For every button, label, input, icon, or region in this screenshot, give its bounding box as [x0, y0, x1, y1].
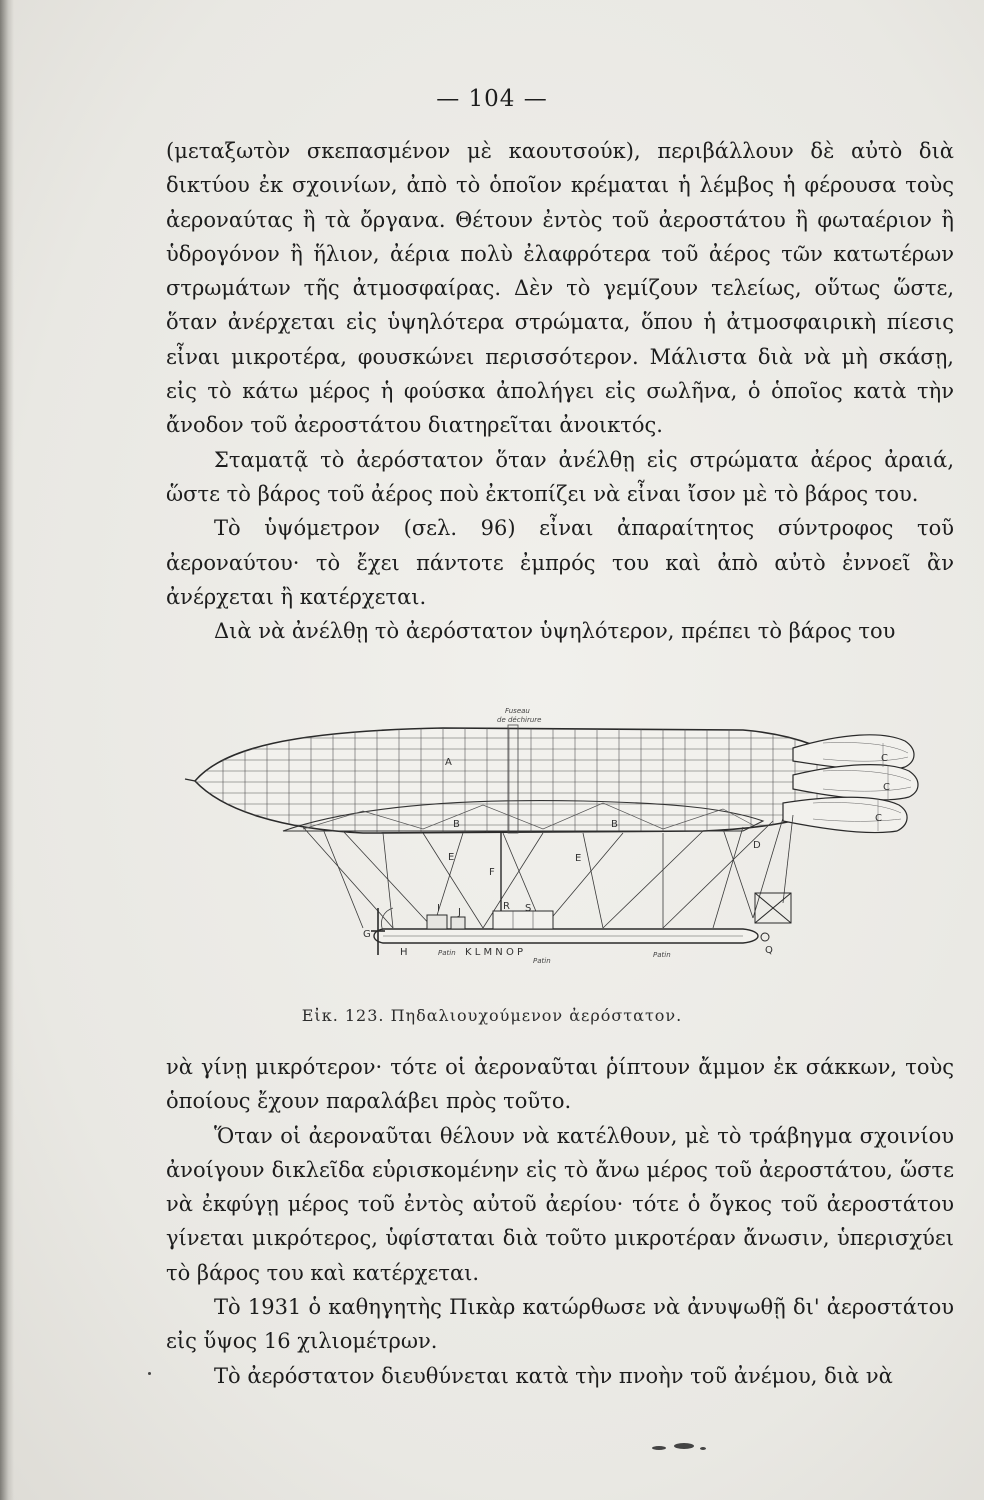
page-number: — 104 —	[436, 86, 548, 112]
label-I: I	[437, 903, 440, 914]
text-block-top	[166, 134, 954, 648]
label-Q: Q	[765, 945, 773, 956]
label-H: H	[400, 947, 408, 958]
paragraph: Σταματᾷ τὸ ἀερόστατον ὅταν ἀνέλθῃ εἰς στρώματα ἀέρος ἀραιά, ὥστε τὸ βάρος τοῦ ἀέρος ποὺ ἐκτοπίζει νὰ εἶναι ἴσον μὲ τὸ βάρος του.	[166, 447, 954, 506]
label-B: B	[453, 819, 460, 830]
label-F: F	[489, 867, 495, 878]
label-C3: C	[875, 813, 882, 824]
label-C1: C	[881, 753, 888, 764]
paragraph: νὰ γίνῃ μικρότερον· τότε οἱ ἀεροναῦται ῥίπτουν ἄμμον ἐκ σάκκων, τοὺς ὁποίους ἔχουν παραλάβει πρὸς τοῦτο.	[166, 1055, 954, 1114]
paragraph: Ὅταν οἱ ἀεροναῦται θέλουν νὰ κατέλθουν, μὲ τὸ τράβηγμα σχοινίου ἀνοίγουν δικλεῖδα εὑρισκομένην εἰς τὸ ἄνω μέρος τοῦ ἀεροστάτου, ὥστε νὰ ἐκφύγῃ μέρος τοῦ ἐντὸς αὐτοῦ ἀερίου· τότε ὁ ὄγκος τοῦ ἀεροστάτου γίνεται μικρότερος, ὑφίσταται διὰ τοῦτο μικροτέραν ἄνωσιν, ὑπερισχύει τὸ βάρος του καὶ κατέρχεται.	[166, 1123, 954, 1285]
paragraph: Τὸ 1931 ὁ καθηγητὴς Πικὰρ κατώρθωσε νὰ ἀνυψωθῇ δι' ἀεροστάτου εἰς ὕψος 16 χιλιομέτρων.	[166, 1295, 954, 1354]
label-S: S	[525, 903, 532, 914]
airship-illustration	[183, 703, 923, 971]
label-B2: B	[611, 819, 618, 830]
page-gutter-shadow	[0, 0, 14, 1500]
label-fuseau: Fuseau	[505, 707, 530, 715]
front-propeller	[371, 908, 385, 955]
scan-speck	[700, 1447, 706, 1450]
figure-caption: Εἰκ. 123. Πηδαλιουχούμενον ἀερόστατον.	[301, 1006, 683, 1025]
label-keel-letters: K L M N O P	[465, 947, 524, 958]
paragraph: Διὰ νὰ ἀνέλθῃ τὸ ἀερόστατον ὑψηλότερον, πρέπει τὸ βάρος του	[214, 619, 896, 644]
label-E1: E	[448, 852, 455, 863]
label-D: D	[753, 840, 761, 851]
label-patin-1: Patin	[438, 949, 456, 957]
label-patin-2: Patin	[533, 957, 551, 965]
rear-box	[755, 893, 791, 923]
tail-fins	[783, 735, 918, 833]
text-block-bottom	[166, 1050, 954, 1393]
label-R: R	[503, 901, 510, 912]
label-patin-3: Patin	[653, 951, 671, 959]
label-E2: E	[575, 853, 582, 864]
paragraph: Τὸ ἀερόστατον διευθύνεται κατὰ τὴν πνοὴν τοῦ ἀνέμου, διὰ νὰ	[214, 1363, 893, 1388]
label-J: J	[458, 907, 461, 918]
scan-speck	[652, 1446, 666, 1450]
airship-figure	[183, 703, 923, 971]
label-A: A	[445, 757, 452, 768]
scan-speck	[674, 1443, 694, 1449]
label-dechirure: de déchirure	[497, 716, 542, 724]
label-C2: C	[883, 782, 890, 793]
label-G: G	[363, 929, 371, 940]
paragraph: (μεταξωτὸν σκεπασμένον μὲ καουτσούκ), περιβάλλουν δὲ αὐτὸ διὰ δικτύου ἐκ σχοινίων, ἀπὸ τὸ ὁποῖον κρέμαται ἡ λέμβος ἡ φέρουσα τοὺς ἀεροναύτας ἢ τὰ ὄργανα. Θέτουν ἐντὸς τοῦ ἀεροστάτου ἢ φωταέριον ἢ ὑδρογόνον ἢ ἥλιον, ἀέρια πολὺ ἐλαφρότερα τοῦ ἀέρος τῶν κατωτέρων στρωμάτων τῆς ἀτμοσφαίρας. Δὲν τὸ γεμίζουν τελείως, οὕτως ὥστε, ὅταν ἀνέρχεται εἰς ὑψηλότερα στρώματα, ὅπου ἡ ἀτμοσφαιρικὴ πίεσις εἶναι μικροτέρα, φουσκώνει περισσότερον. Μάλιστα διὰ νὰ μὴ σκάσῃ, εἰς τὸ κάτω μέρος ἡ φούσκα ἀπολήγει εἰς σωλῆνα, ὁ ὁποῖος κατὰ τὴν ἄνοδον τοῦ ἀεροστάτου διατηρεῖται ἀνοικτός.	[166, 139, 954, 438]
paragraph: Τὸ ὑψόμετρον (σελ. 96) εἶναι ἀπαραίτητος σύντροφος τοῦ ἀεροναύτου· τὸ ἔχει πάντοτε ἐμπρός του καὶ ἀπὸ αὐτὸ ἐννοεῖ ἂν ἀνέρχεται ἢ κατέρχεται.	[166, 516, 954, 609]
scan-speck	[148, 1372, 151, 1375]
